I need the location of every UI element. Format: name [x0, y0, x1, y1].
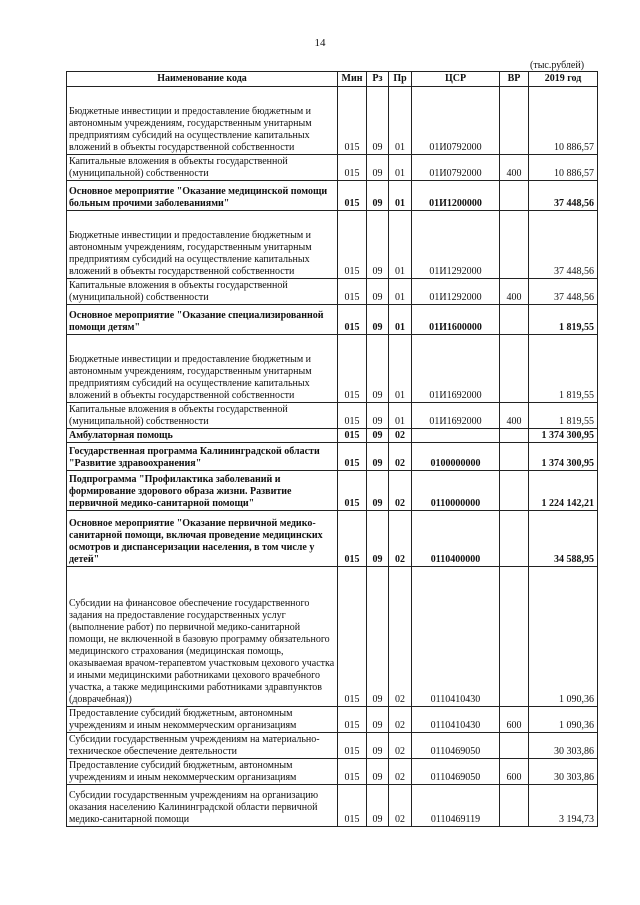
row-csr: 0110400000 [412, 511, 500, 567]
row-rz: 09 [367, 785, 389, 827]
row-vr [500, 733, 529, 759]
row-rz: 09 [367, 155, 389, 181]
row-pr: 02 [389, 511, 412, 567]
row-name: Бюджетные инвестиции и предоставление бюджетным и автономным учреждениям, государственным унитарным предприятиям субсидий на осуществление капитальных вложений в объекты государственной собственности [67, 211, 338, 279]
units-label: (тыс.рублей) [530, 60, 585, 71]
row-min: 015 [338, 335, 367, 403]
row-amount: 34 588,95 [529, 511, 598, 567]
row-name: Предоставление субсидий бюджетным, автономным учреждениям и иным некоммерческим организациям [67, 707, 338, 733]
row-csr: 01И1692000 [412, 335, 500, 403]
row-vr [500, 785, 529, 827]
row-vr: 600 [500, 707, 529, 733]
row-name: Капитальные вложения в объекты государственной (муниципальной) собственности [67, 279, 338, 305]
row-csr: 01И1292000 [412, 279, 500, 305]
row-vr [500, 305, 529, 335]
row-amount: 1 374 300,95 [529, 443, 598, 471]
row-name: Бюджетные инвестиции и предоставление бюджетным и автономным учреждениям, государственным унитарным предприятиям субсидий на осуществление капитальных вложений в объекты государственной собственности [67, 87, 338, 155]
row-amount: 1 090,36 [529, 567, 598, 707]
header-name: Наименование кода [67, 72, 338, 87]
table-row [67, 567, 598, 707]
row-csr: 01И1692000 [412, 403, 500, 429]
row-pr: 01 [389, 403, 412, 429]
row-name: Субсидии государственным учреждениям на организацию оказания населению Калининградской области первичной медико-санитарной помощи [67, 785, 338, 827]
row-csr [412, 429, 500, 443]
header-year: 2019 год [529, 72, 598, 87]
row-amount: 1 224 142,21 [529, 471, 598, 511]
header-rz: Рз [367, 72, 389, 87]
row-csr: 0110410430 [412, 567, 500, 707]
row-min: 015 [338, 211, 367, 279]
row-amount: 10 886,57 [529, 155, 598, 181]
table-row [67, 471, 598, 511]
header-min: Мин [338, 72, 367, 87]
table-row [67, 335, 598, 403]
row-pr: 02 [389, 707, 412, 733]
row-pr: 01 [389, 181, 412, 211]
table-row [67, 155, 598, 181]
header-pr: Пр [389, 72, 412, 87]
row-min: 015 [338, 567, 367, 707]
page-number: 14 [314, 37, 326, 49]
table-row [67, 87, 598, 155]
row-min: 015 [338, 305, 367, 335]
row-name: Бюджетные инвестиции и предоставление бюджетным и автономным учреждениям, государственным унитарным предприятиям субсидий на осуществление капитальных вложений в объекты государственной собственности [67, 335, 338, 403]
row-csr: 01И1600000 [412, 305, 500, 335]
row-vr [500, 211, 529, 279]
row-pr: 01 [389, 279, 412, 305]
row-min: 015 [338, 707, 367, 733]
row-vr: 600 [500, 759, 529, 785]
table-row [67, 759, 598, 785]
row-pr: 01 [389, 305, 412, 335]
row-min: 015 [338, 429, 367, 443]
row-csr: 01И0792000 [412, 155, 500, 181]
row-csr: 0110469050 [412, 759, 500, 785]
row-vr [500, 471, 529, 511]
row-amount: 37 448,56 [529, 279, 598, 305]
row-rz: 09 [367, 335, 389, 403]
row-rz: 09 [367, 211, 389, 279]
row-vr [500, 335, 529, 403]
row-pr: 02 [389, 733, 412, 759]
table-row [67, 403, 598, 429]
header-vr: ВР [500, 72, 529, 87]
row-vr [500, 181, 529, 211]
row-min: 015 [338, 785, 367, 827]
budget-table [66, 71, 598, 827]
row-vr: 400 [500, 155, 529, 181]
table-row [67, 181, 598, 211]
row-min: 015 [338, 279, 367, 305]
table-row [67, 305, 598, 335]
row-min: 015 [338, 155, 367, 181]
row-min: 015 [338, 733, 367, 759]
row-min: 015 [338, 87, 367, 155]
header-csr: ЦСР [412, 72, 500, 87]
row-min: 015 [338, 471, 367, 511]
row-amount: 10 886,57 [529, 87, 598, 155]
row-name: Капитальные вложения в объекты государственной (муниципальной) собственности [67, 155, 338, 181]
row-pr: 02 [389, 429, 412, 443]
row-rz: 09 [367, 567, 389, 707]
row-amount: 1 374 300,95 [529, 429, 598, 443]
table-row [67, 707, 598, 733]
table-row [67, 211, 598, 279]
table-row [67, 785, 598, 827]
row-pr: 02 [389, 785, 412, 827]
row-name: Субсидии государственным учреждениям на материально-техническое обеспечение деятельности [67, 733, 338, 759]
row-amount: 1 819,55 [529, 403, 598, 429]
table-body [67, 87, 598, 827]
row-pr: 02 [389, 443, 412, 471]
row-pr: 01 [389, 155, 412, 181]
row-vr: 400 [500, 279, 529, 305]
row-rz: 09 [367, 403, 389, 429]
row-amount: 37 448,56 [529, 181, 598, 211]
row-vr [500, 511, 529, 567]
row-min: 015 [338, 443, 367, 471]
row-vr: 400 [500, 403, 529, 429]
row-csr: 0110000000 [412, 471, 500, 511]
row-name: Государственная программа Калининградской области "Развитие здравоохранения" [67, 443, 338, 471]
row-amount: 1 819,55 [529, 335, 598, 403]
row-pr: 02 [389, 759, 412, 785]
row-csr: 0110469119 [412, 785, 500, 827]
table-header-row [67, 72, 598, 87]
row-rz: 09 [367, 707, 389, 733]
row-amount: 1 090,36 [529, 707, 598, 733]
row-amount: 3 194,73 [529, 785, 598, 827]
row-vr [500, 87, 529, 155]
row-min: 015 [338, 759, 367, 785]
table-row [67, 429, 598, 443]
row-amount: 1 819,55 [529, 305, 598, 335]
row-vr [500, 443, 529, 471]
row-amount: 30 303,86 [529, 759, 598, 785]
row-rz: 09 [367, 429, 389, 443]
row-rz: 09 [367, 759, 389, 785]
row-name: Капитальные вложения в объекты государственной (муниципальной) собственности [67, 403, 338, 429]
row-name: Основное мероприятие "Оказание медицинской помощи больным прочими заболеваниями" [67, 181, 338, 211]
row-min: 015 [338, 403, 367, 429]
row-amount: 30 303,86 [529, 733, 598, 759]
row-rz: 09 [367, 279, 389, 305]
row-csr: 0100000000 [412, 443, 500, 471]
row-rz: 09 [367, 471, 389, 511]
row-pr: 01 [389, 87, 412, 155]
table-row [67, 511, 598, 567]
row-rz: 09 [367, 305, 389, 335]
row-rz: 09 [367, 511, 389, 567]
row-rz: 09 [367, 733, 389, 759]
row-rz: 09 [367, 443, 389, 471]
row-amount: 37 448,56 [529, 211, 598, 279]
row-csr: 01И0792000 [412, 87, 500, 155]
row-rz: 09 [367, 181, 389, 211]
table-row [67, 279, 598, 305]
row-name: Амбулаторная помощь [67, 429, 338, 443]
row-csr: 0110469050 [412, 733, 500, 759]
row-pr: 01 [389, 211, 412, 279]
row-name: Предоставление субсидий бюджетным, автономным учреждениям и иным некоммерческим организациям [67, 759, 338, 785]
row-csr: 01И1292000 [412, 211, 500, 279]
table-row [67, 443, 598, 471]
row-csr: 0110410430 [412, 707, 500, 733]
row-min: 015 [338, 181, 367, 211]
row-pr: 02 [389, 471, 412, 511]
table-row [67, 733, 598, 759]
row-name: Основное мероприятие "Оказание первичной медико-санитарной помощи, включая проведение медицинских осмотров и диспансеризации населения, в том числе у детей" [67, 511, 338, 567]
row-csr: 01И1200000 [412, 181, 500, 211]
row-min: 015 [338, 511, 367, 567]
row-vr [500, 567, 529, 707]
row-pr: 02 [389, 567, 412, 707]
row-pr: 01 [389, 335, 412, 403]
row-name: Подпрограмма "Профилактика заболеваний и формирование здорового образа жизни. Развитие первичной медико-санитарной помощи" [67, 471, 338, 511]
row-vr [500, 429, 529, 443]
row-rz: 09 [367, 87, 389, 155]
row-name: Субсидии на финансовое обеспечение государственного задания на предоставление государственных услуг (выполнение работ) по первичной медико-санитарной помощи, не включенной в базовую программу обязательного медицинского страхования (медицинская помощь, оказываемая врачом-терапевтом участковым цехового участка и иными медицинскими работниками цехового врачебного участка, а также медицинскими работниками здравпунктов (доврачебная)) [67, 567, 338, 707]
row-name: Основное мероприятие "Оказание специализированной помощи детям" [67, 305, 338, 335]
